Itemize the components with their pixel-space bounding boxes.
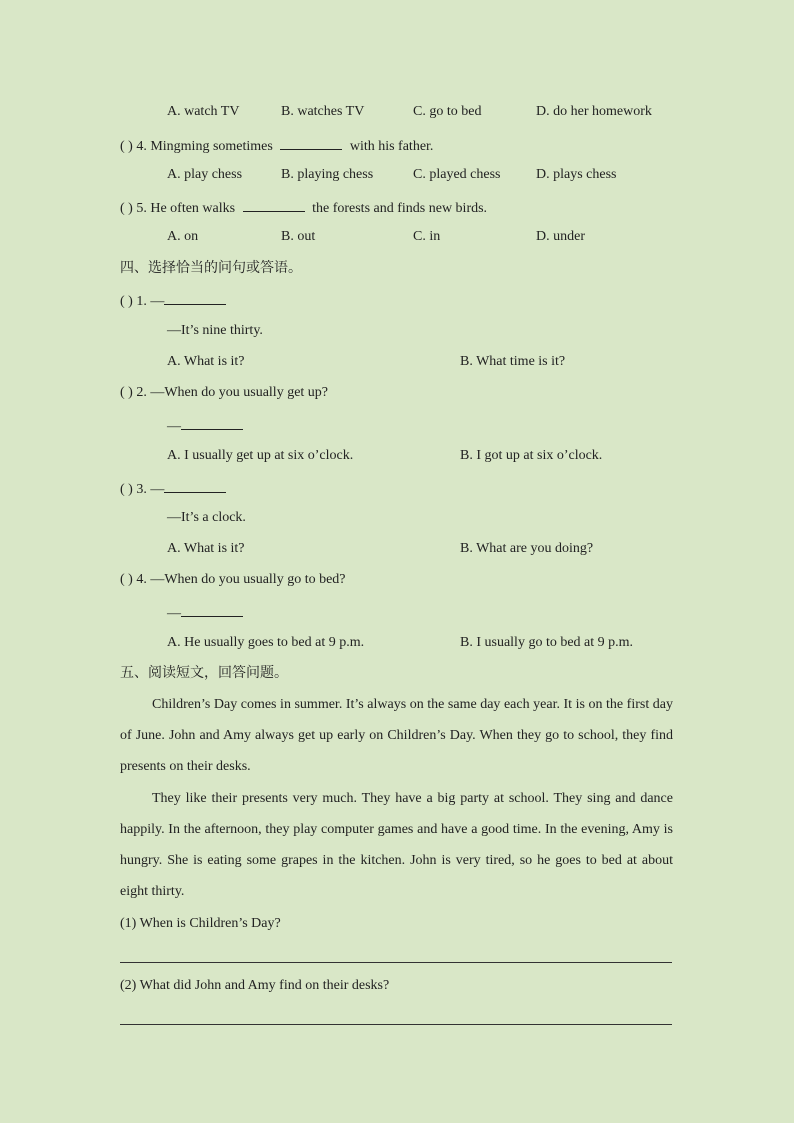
answer-paren[interactable]: ( ) <box>120 572 133 587</box>
q3-option-b: B. watches TV <box>281 104 365 119</box>
q5-option-d: D. under <box>536 229 585 244</box>
q3-option-a: A. watch TV <box>167 104 240 119</box>
fill-blank[interactable] <box>243 197 305 212</box>
p4-q3-option-a: A. What is it? <box>167 541 245 556</box>
q3-option-d: D. do her homework <box>536 104 652 119</box>
reading-paragraph-1: Children’s Day comes in summer. It’s always on the same day each year. It is on the first day of June. John and Amy always get up early on Children’s Day. When they go to school, they find presents on their desks. <box>120 697 673 774</box>
q4-option-c: C. played chess <box>413 167 501 182</box>
question-tail: the forests and finds new birds. <box>312 201 488 216</box>
reply-dash: — <box>167 606 181 621</box>
p4-question-3 <box>120 478 226 499</box>
fill-blank[interactable] <box>181 415 243 430</box>
reply-dash: — <box>167 419 181 434</box>
p4-question-4 <box>120 571 346 589</box>
p4-q2-option-a: A. I usually get up at six o’clock. <box>167 448 354 463</box>
p4-question-1 <box>120 290 226 311</box>
question-stem: 1. — <box>136 294 165 309</box>
reading-question-2: (2) What did John and Amy find on their desks? <box>120 978 390 993</box>
p4-q4-reply <box>167 602 243 623</box>
question-stem: 5. He often walks <box>136 201 236 216</box>
p4-q4-option-a: A. He usually goes to bed at 9 p.m. <box>167 635 365 650</box>
fill-blank[interactable] <box>164 290 226 305</box>
q4-option-b: B. playing chess <box>281 167 374 182</box>
p4-q1-reply: —It’s nine thirty. <box>167 323 263 338</box>
question-stem: 3. — <box>136 482 165 497</box>
p4-q1-option-b: B. What time is it? <box>460 354 566 369</box>
p4-q2-reply <box>167 415 243 436</box>
q5-option-b: B. out <box>281 229 316 244</box>
answer-paren[interactable]: ( ) <box>120 201 133 216</box>
q5-option-a: A. on <box>167 229 199 244</box>
p4-question-2 <box>120 384 328 402</box>
fill-blank[interactable] <box>181 602 243 617</box>
reading-paragraph-2: They like their presents very much. They have a big party at school. They sing and dance happily. In the afternoon, they play computer games and have a good time. In the evening, Amy is hungry. She is eating some grapes in the kitchen. John is very tired, so he goes to bed at about eight thirty. <box>120 791 673 899</box>
p4-q4-option-b: B. I usually go to bed at 9 p.m. <box>460 635 634 650</box>
fill-blank[interactable] <box>280 135 342 150</box>
question-stem: 4. —When do you usually go to bed? <box>136 572 346 587</box>
p4-q3-reply: —It’s a clock. <box>167 510 246 525</box>
p4-q1-option-a: A. What is it? <box>167 354 245 369</box>
question-5 <box>120 197 487 218</box>
section-title-5: 五、阅读短文，回答问题。 <box>120 665 288 681</box>
question-tail: with his father. <box>349 139 434 154</box>
q3-option-c: C. go to bed <box>413 104 482 119</box>
question-stem: 2. —When do you usually get up? <box>136 385 329 400</box>
question-stem: 4. Mingming sometimes <box>136 139 273 154</box>
q4-option-d: D. plays chess <box>536 167 617 182</box>
fill-blank[interactable] <box>164 478 226 493</box>
answer-paren[interactable]: ( ) <box>120 294 133 309</box>
answer-paren[interactable]: ( ) <box>120 385 133 400</box>
section-title-4: 四、选择恰当的问句或答语。 <box>120 260 302 276</box>
answer-paren[interactable]: ( ) <box>120 139 133 154</box>
p4-q3-option-b: B. What are you doing? <box>460 541 594 556</box>
q4-option-a: A. play chess <box>167 167 243 182</box>
q5-option-c: C. in <box>413 229 441 244</box>
question-4 <box>120 135 433 156</box>
reading-question-1: (1) When is Children’s Day? <box>120 916 281 931</box>
answer-paren[interactable]: ( ) <box>120 482 133 497</box>
answer-line-2[interactable] <box>120 1024 672 1025</box>
p4-q2-option-b: B. I got up at six o’clock. <box>460 448 603 463</box>
answer-line-1[interactable] <box>120 962 672 963</box>
